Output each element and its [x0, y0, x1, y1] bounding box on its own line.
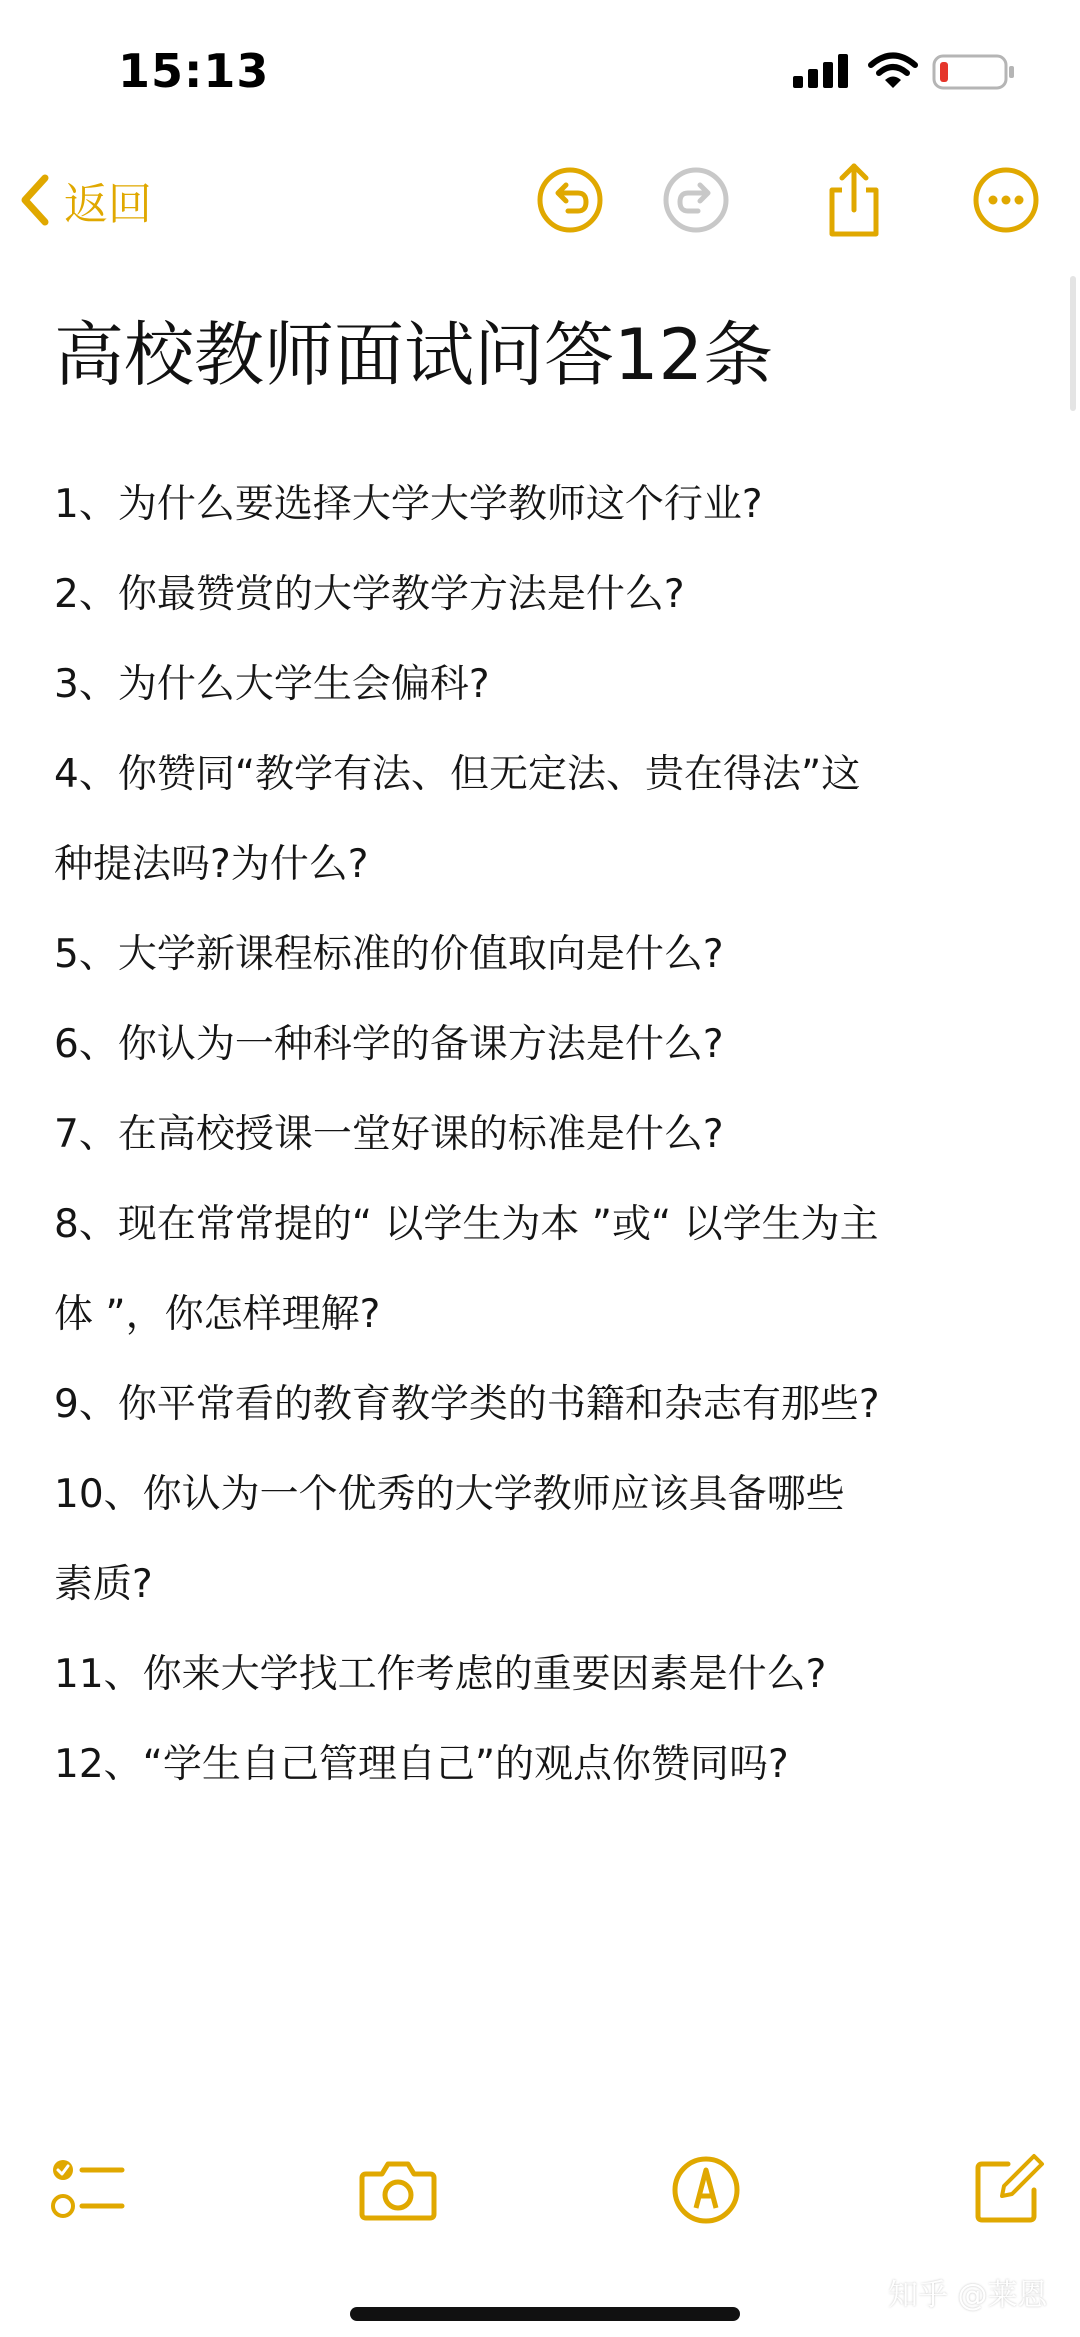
note-line: 6、你认为一种科学的备课方法是什么?: [54, 1022, 724, 1067]
note-title: 高校教师面试问答12条: [54, 314, 774, 396]
note-body[interactable]: [54, 310, 1044, 1810]
home-indicator[interactable]: [350, 2307, 740, 2321]
chevron-left-icon: [20, 174, 50, 226]
back-label: 返回: [64, 179, 152, 230]
note-list: [54, 460, 1044, 1810]
note-line: 1、为什么要选择大学大学教师这个行业?: [54, 482, 763, 527]
note-line: 3、为什么大学生会偏科?: [54, 662, 490, 707]
note-line: 10、你认为一个优秀的大学教师应该具备哪些: [54, 1472, 845, 1517]
bottom-toolbar: [0, 2150, 1080, 2260]
wifi-icon: [868, 52, 918, 90]
share-icon[interactable]: [816, 162, 892, 238]
note-line: 体 ”，你怎样理解?: [54, 1292, 381, 1337]
battery-icon: [932, 54, 1016, 90]
status-time: 15:13: [118, 44, 270, 98]
nav-bar: [0, 150, 1080, 250]
note-line: 种提法吗?为什么?: [54, 842, 369, 887]
status-bar: [0, 0, 1080, 140]
note-line: 5、大学新课程标准的价值取向是什么?: [54, 932, 724, 977]
note-line: 素质?: [54, 1562, 153, 1607]
note-line: 8、现在常常提的“ 以学生为本 ”或“ 以学生为主: [54, 1202, 879, 1247]
cellular-signal-icon: [793, 54, 851, 88]
undo-icon[interactable]: [532, 162, 608, 238]
markup-icon[interactable]: [666, 2150, 746, 2230]
camera-icon[interactable]: [358, 2150, 438, 2230]
more-icon[interactable]: [968, 162, 1044, 238]
note-line: 12、“学生自己管理自己”的观点你赞同吗?: [54, 1742, 789, 1787]
redo-icon[interactable]: [658, 162, 734, 238]
note-line: 2、你最赞赏的大学教学方法是什么?: [54, 572, 685, 617]
note-line: 9、你平常看的教育教学类的书籍和杂志有那些?: [54, 1382, 880, 1427]
watermark-text: 知乎 @莱恩: [888, 2278, 1048, 2313]
note-line: 4、你赞同“教学有法、但无定法、贵在得法”这: [54, 752, 861, 797]
note-line: 11、你来大学找工作考虑的重要因素是什么?: [54, 1652, 827, 1697]
compose-icon[interactable]: [968, 2150, 1048, 2230]
checklist-icon[interactable]: [48, 2150, 128, 2230]
back-button[interactable]: [20, 160, 152, 240]
scroll-indicator[interactable]: [1070, 276, 1076, 411]
note-line: 7、在高校授课一堂好课的标准是什么?: [54, 1112, 724, 1157]
